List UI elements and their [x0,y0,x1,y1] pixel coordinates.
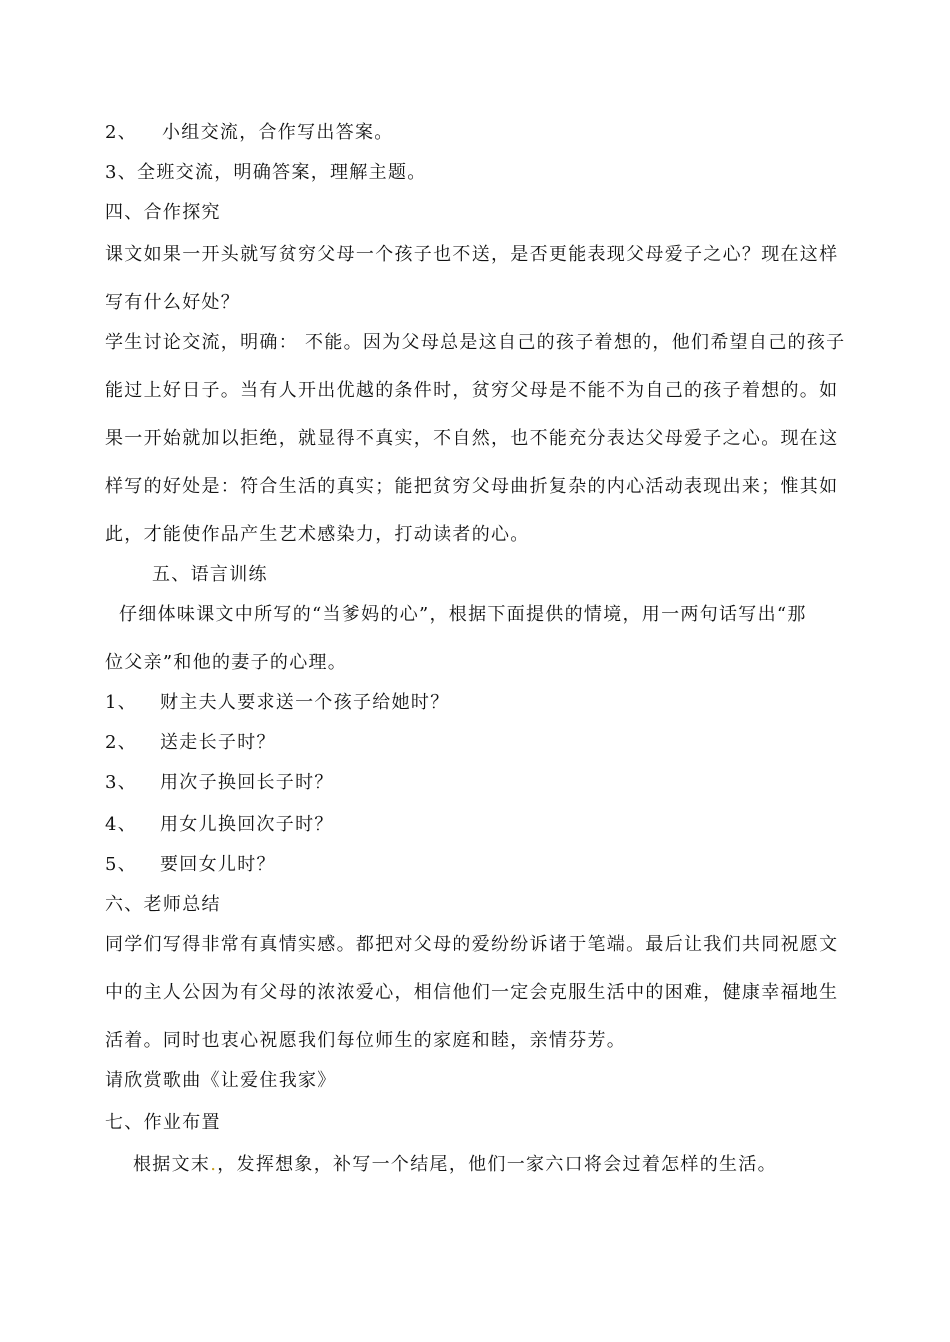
item-number: 5、 [105,854,138,875]
answer-text: 样写的好处是：符合生活的真实；能把贫穷父母曲折复杂的内心活动表现出来；惟其如 [105,476,839,497]
item-text: 送走长子时？ [160,732,276,753]
item-text: 要回女儿时？ [160,854,276,875]
step-3-line: 3、全班交流，明确答案，理解主题。 [105,162,427,183]
list-item [105,691,450,715]
question-text: 写有什么好处？ [105,292,241,313]
step-number: 2、 [105,122,138,143]
answer-text: 此，才能使作品产生艺术感染力，打动读者的心。 [105,524,530,545]
list-item [105,731,276,755]
song-recommendation: 请欣赏歌曲《让爱住我家》 [105,1070,337,1091]
section-heading: 六、老师总结 [105,894,221,915]
summary-text: 活着。同时也衷心祝愿我们每位师生的家庭和睦，亲情芬芳。 [105,1030,627,1051]
list-item [105,853,276,877]
item-text: 用女儿换回次子时？ [160,814,334,835]
question-text: 课文如果一开头就写贫穷父母一个孩子也不送，是否更能表现父母爱子之心？现在这样 [105,244,839,265]
item-text: 财主夫人要求送一个孩子给她时？ [160,692,450,713]
answer-text: 学生讨论交流，明确： 不能。因为父母总是这自己的孩子着想的，他们希望自己的孩子 [105,332,846,353]
section-heading: 七、作业布置 [105,1112,221,1133]
summary-text: 中的主人公因为有父母的浓浓爱心，相信他们一定会克服生活中的困难，健康幸福地生 [105,982,839,1003]
step-2-line [105,121,394,145]
list-item [105,771,334,795]
intro-text: 位父亲”和他的妻子的心理。 [105,652,348,673]
item-number: 3、 [105,772,138,793]
item-number: 1、 [105,692,138,713]
item-number: 4、 [105,814,138,835]
item-text: 用次子换回长子时？ [160,772,334,793]
mark-dot: . [210,1154,218,1175]
step-text: 小组交流，合作写出答案。 [162,122,394,143]
answer-text: 能过上好日子。当有人开出优越的条件时，贫穷父母是不能不为自己的孩子着想的。如 [105,380,839,401]
intro-text: 仔细体味课文中所写的“当爹妈的心”，根据下面提供的情境，用一两句话写出“那 [119,604,807,625]
answer-text: 果一开始就加以拒绝，就显得不真实，不自然，也不能充分表达父母爱子之心。现在这 [105,428,839,449]
item-number: 2、 [105,732,138,753]
section-heading: 四、合作探究 [105,202,221,223]
summary-text: 同学们写得非常有真情实感。都把对父母的爱纷纷诉诸于笔端。最后让我们共同祝愿文 [105,934,839,955]
homework-text-part: ，发挥想象，补写一个结尾，他们一家六口将会过着怎样的生活。 [217,1154,777,1175]
homework-text [133,1153,777,1177]
list-item [105,813,334,837]
homework-text-part: 根据文末 [133,1154,211,1175]
section-heading: 五、语言训练 [152,564,268,585]
